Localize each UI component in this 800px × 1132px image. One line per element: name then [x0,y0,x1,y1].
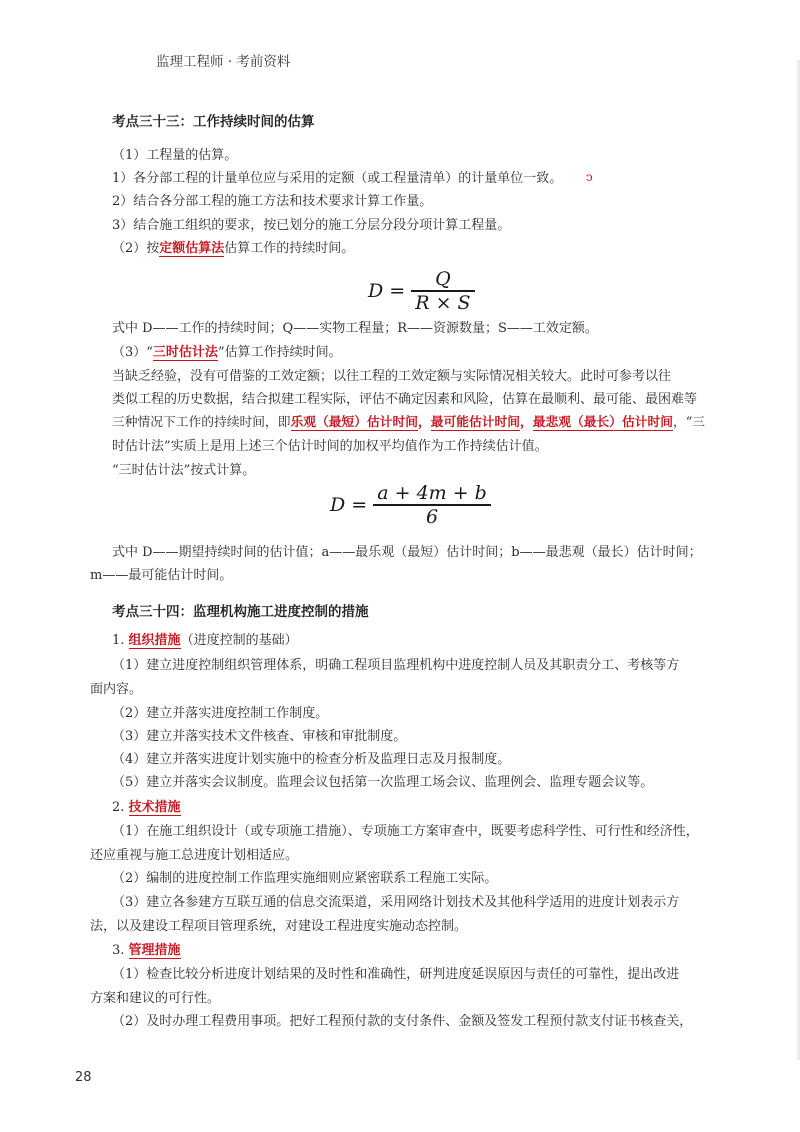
paragraph-line: （3）建立并落实技术文件核查、审核和审批制度。 [112,729,407,744]
paragraph-line: （1）在施工组织设计（或专项施工措施）、专项施工方案审查中，既要考虑科学性、可行性和经济性， [112,824,699,839]
highlight-term: 管理措施 [128,943,181,958]
text: 1. [112,633,125,648]
formula-numerator: a + 4m + b [377,482,487,504]
paragraph-line: 类似工程的历史数据，结合拟建工程实际，评估不确定因素和风险，估算在最顺利、最可能、最困难等 [112,392,698,407]
paragraph-line [112,414,705,432]
highlight-term: 最悲观（最长）估计时间 [532,415,673,430]
paragraph-line: （2）及时办理工程费用事项。把好工程预付款的支付条件、金额及签发工程预付款支付证书核查关， [112,1014,693,1029]
highlight-term: 乐观（最短）估计时间 [290,415,418,430]
text: ， [520,415,533,430]
page-number: 28 [75,1070,92,1085]
highlight-term: 组织措施 [128,633,181,648]
paragraph-line: 1）各分部工程的计量单位应与采用的定额（或工程量清单）的计量单位一致。 [112,171,563,186]
highlight-term: 定额估算法 [159,241,225,256]
paragraph-line: （2）编制的进度控制工作监理实施细则应紧密联系工程施工实际。 [112,871,498,886]
highlight-term: 三时估计法 [152,345,218,360]
paragraph-line: 2）结合各分部工程的施工方法和技术要求计算工作量。 [112,194,433,209]
paragraph-line: 式中 D——期望持续时间的估计值；a——最乐观（最短）估计时间；b——最悲观（最长）估计时间； [112,545,702,560]
text: ， [418,415,431,430]
paragraph-line: （1）建立进度控制组织管理体系，明确工程项目监理机构中进度控制人员及其职责分工、考核等方 [112,658,680,673]
text: （进度控制的基础） [180,633,298,648]
formula-fraction [411,268,474,314]
section-heading-34: 考点三十四：监理机构施工进度控制的措施 [112,604,369,620]
formula-duration [368,268,475,314]
text: ”估算工作持续时间。 [217,345,342,360]
paragraph-line: （5）建立并落实会议制度。监理会议包括第一次监理工场会议、监理例会、监理专题会议等。 [112,775,654,790]
text: 2. [112,800,125,815]
text: （3）“ [112,345,153,360]
text: （2）按 [112,241,160,256]
paragraph-line [112,240,354,258]
running-header: 监理工程师 · 考前资料 [156,54,291,70]
formula-denominator: 6 [426,505,439,528]
formula-lhs: D = [368,279,406,302]
paragraph-line: 还应重视与施工总进度计划相适应。 [90,848,299,863]
formula-denominator: R × S [415,291,471,314]
paragraph-line: （1）工程量的估算。 [112,148,238,163]
pen-mark: ↄ [586,170,593,184]
paragraph-line: 法，以及建设工程项目管理系统，对建设工程进度实施动态控制。 [90,919,468,934]
paragraph-line: （1）检查比较分析进度计划结果的及时性和准确性，研判进度延误原因与责任的可靠性，提出改进 [112,967,680,982]
paragraph-line: 3）结合施工组织的要求，按已划分的施工分层分段分项计算工程量。 [112,218,511,233]
formula-three-time [330,482,491,528]
paragraph-line [112,344,342,362]
paragraph-line: 当缺乏经验，没有可借鉴的工效定额；以往工程的工效定额与实际情况相关较大。此时可参考以往 [112,369,672,384]
formula-lhs: D = [330,493,368,516]
paragraph-line: （4）建立并落实进度计划实施中的检查分析及监理日志及月报制度。 [112,752,511,767]
formula-fraction [373,482,491,528]
section-heading-33: 考点三十三：工作持续时间的估算 [112,114,315,130]
paragraph-line: m——最可能估计时间。 [90,568,233,583]
formula-numerator: Q [435,268,451,290]
paragraph-line: 时估计法”实质上是用上述三个估计时间的加权平均值作为工作持续估计值。 [112,439,548,454]
highlight-term: 技术措施 [128,800,181,815]
paragraph-line: 式中 D——工作的持续时间；Q——实物工程量；R——资源数量；S——工效定额。 [112,321,598,336]
paragraph-line: （3）建立各参建方互联互通的信息交流渠道，采用网络计划技术及其他科学适用的进度计划表示方 [112,895,680,910]
paragraph-line: 方案和建议的可行性。 [90,991,221,1006]
highlight-term: 最可能估计时间 [430,415,520,430]
subheading-organization [112,632,298,650]
paragraph-line: （2）建立并落实进度控制工作制度。 [112,706,329,721]
text: 3. [112,943,125,958]
paragraph-line: “三时估计法”按式计算。 [112,463,256,478]
text: 三种情况下工作的持续时间，即 [112,415,291,430]
text: 估算工作的持续时间。 [224,241,355,256]
subheading-technical [112,799,181,817]
page-edge-shadow [795,60,800,1060]
text: ，“三 [673,415,706,430]
subheading-management [112,942,181,960]
paragraph-line: 面内容。 [90,682,143,697]
